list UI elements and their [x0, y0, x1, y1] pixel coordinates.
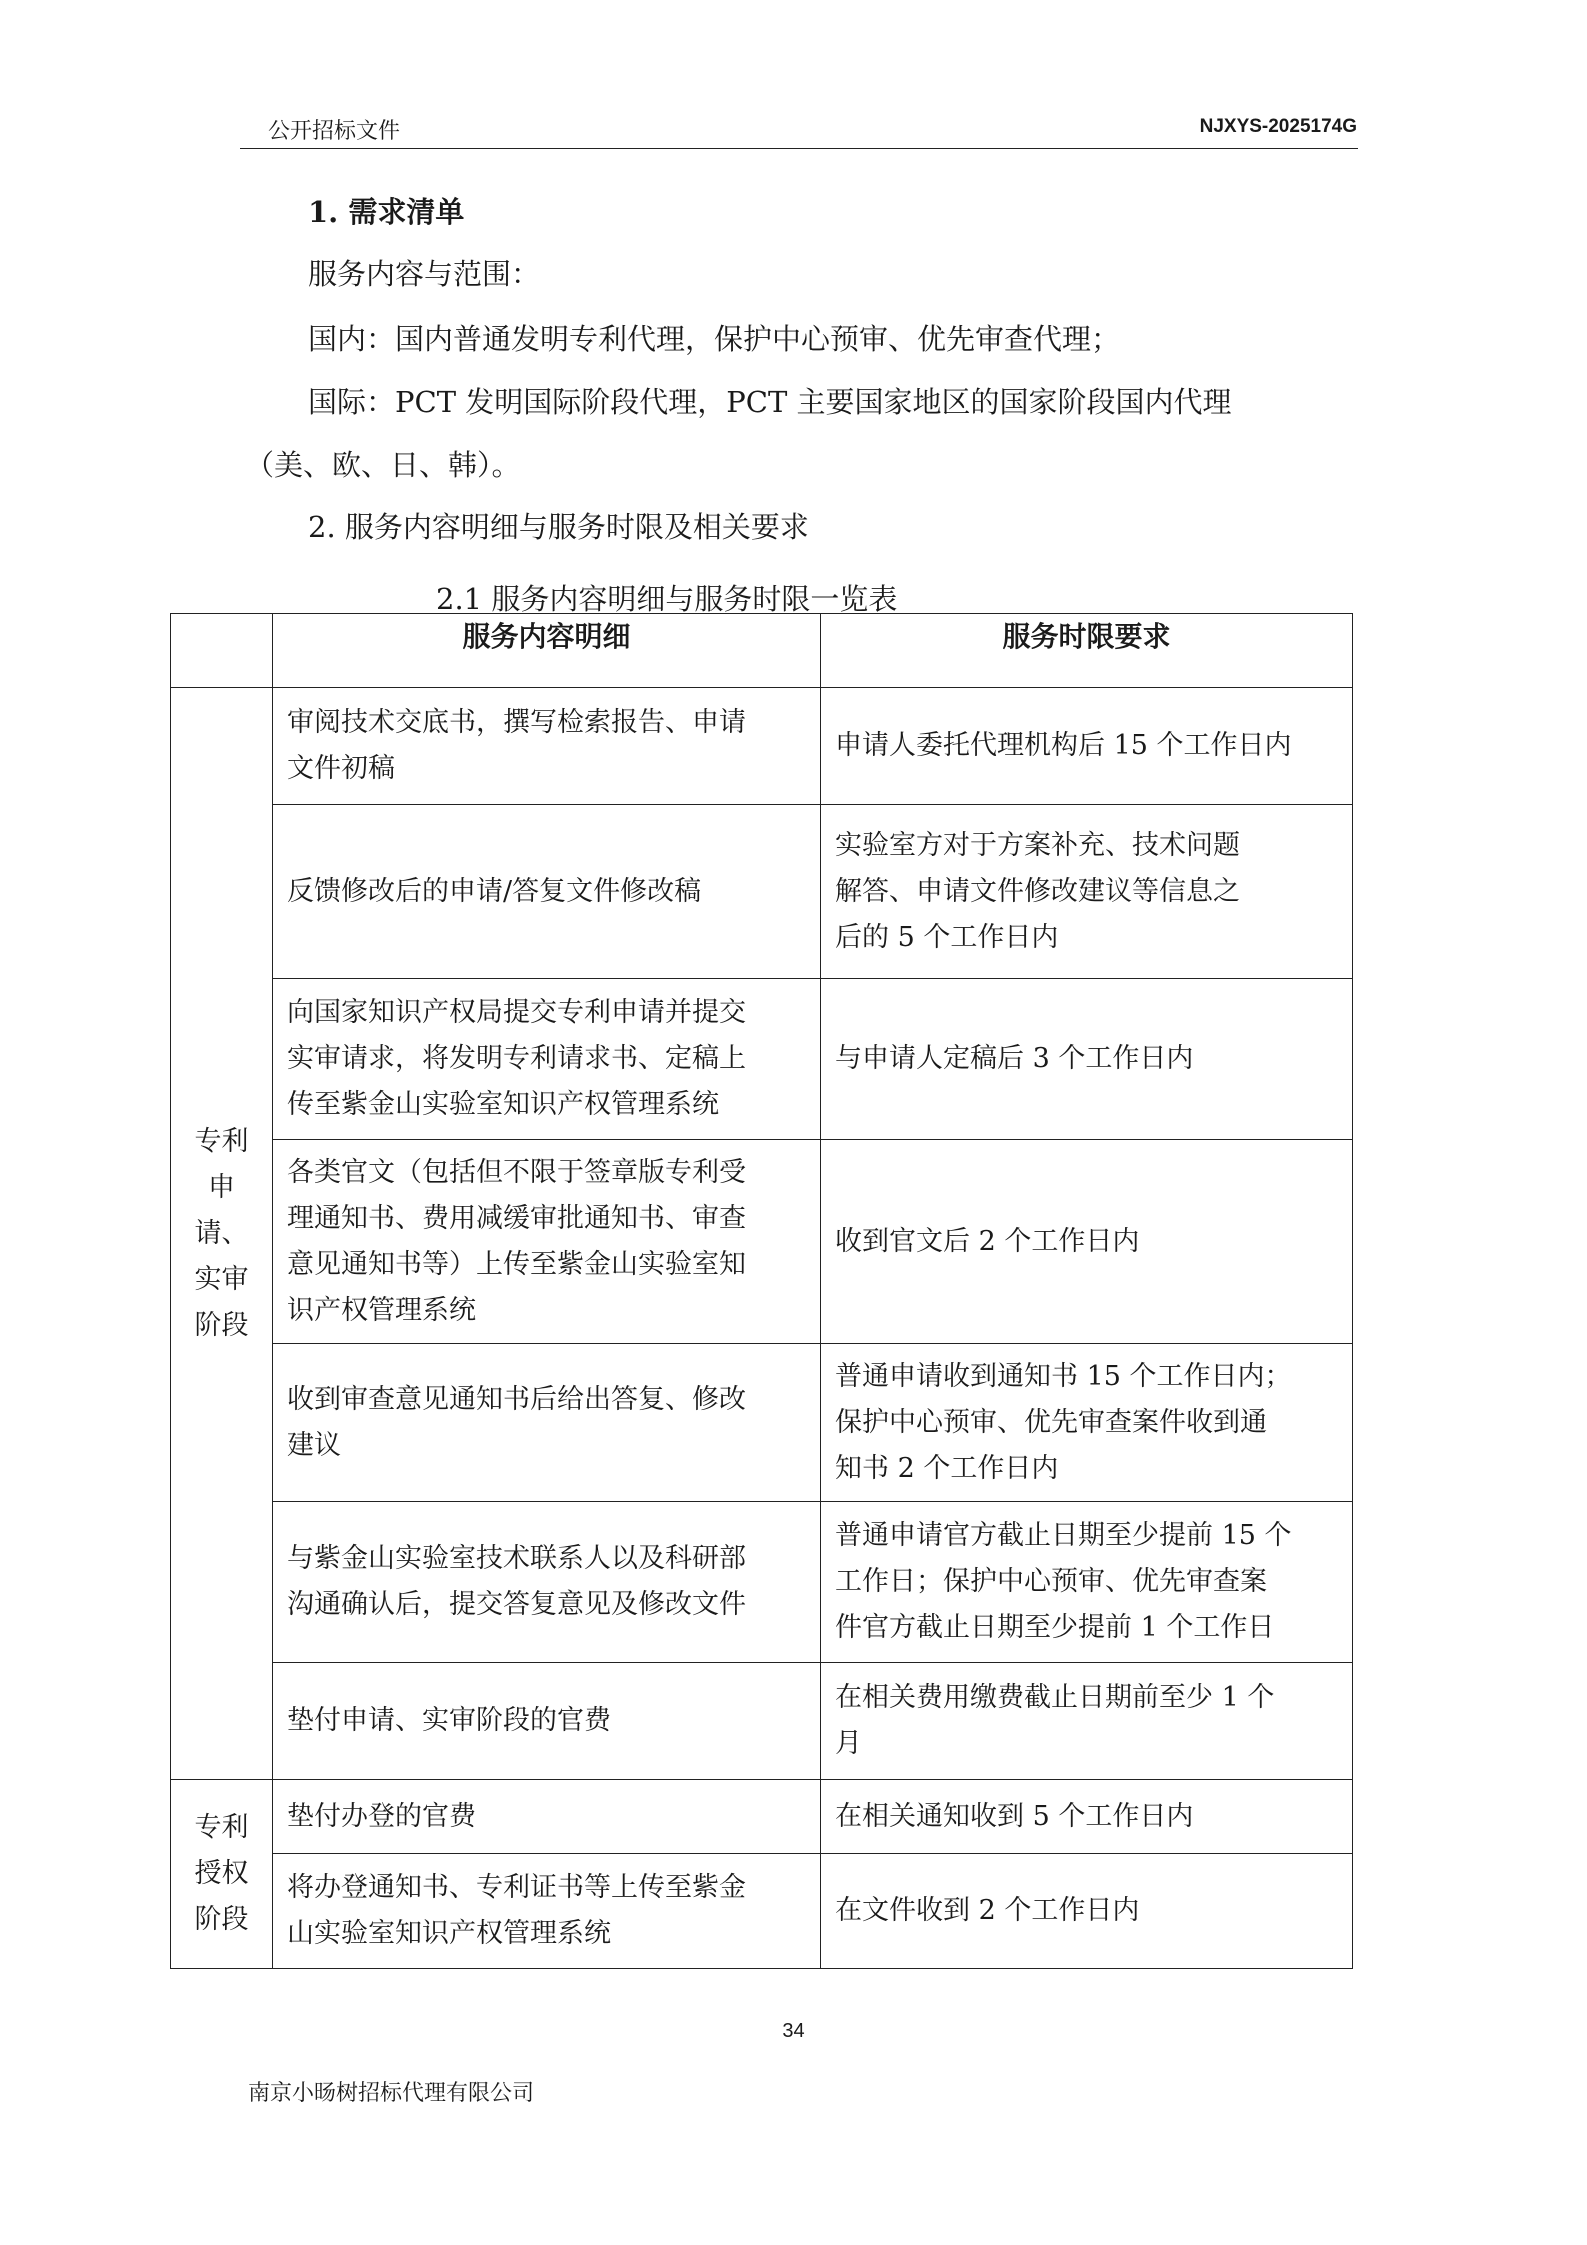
limit-cell	[821, 805, 1353, 979]
detail-line: 审阅技术交底书，撰写检索报告、申请	[287, 707, 746, 738]
limit-line: 件官方截止日期至少提前 1 个工作日	[835, 1612, 1275, 1643]
detail-cell	[273, 805, 821, 979]
detail-cell	[273, 1854, 821, 1969]
limit-cell	[821, 979, 1353, 1140]
limit-cell	[821, 1854, 1353, 1969]
header-doc-number: NJXYS-2025174G	[1199, 116, 1357, 137]
category-line: 阶段	[194, 1309, 249, 1341]
detail-line: 山实验室知识产权管理系统	[287, 1918, 611, 1949]
detail-cell	[273, 979, 821, 1140]
category-line: 阶段	[194, 1904, 249, 1935]
detail-line: 与紫金山实验室技术联系人以及科研部	[287, 1543, 746, 1574]
detail-line: 传至紫金山实验室知识产权管理系统	[287, 1089, 719, 1120]
detail-line: 沟通确认后，提交答复意见及修改文件	[287, 1589, 746, 1620]
detail-cell	[273, 1663, 821, 1780]
limit-cell	[821, 1344, 1353, 1502]
page-number: 34	[782, 2020, 805, 2042]
limit-cell	[821, 688, 1353, 805]
header-divider	[240, 148, 1358, 149]
detail-cell	[273, 688, 821, 805]
limit-line: 普通申请官方截止日期至少提前 15 个	[835, 1520, 1292, 1551]
category-line: 专利	[194, 1125, 249, 1157]
table-caption: 2.1 服务内容明细与服务时限一览表	[436, 582, 898, 616]
detail-line: 垫付办登的官费	[287, 1800, 476, 1832]
category-line: 实审	[194, 1263, 249, 1295]
detail-line: 意见通知书等）上传至紫金山实验室知	[287, 1248, 746, 1280]
limit-line: 月	[835, 1728, 862, 1759]
international-scope-line2: （美、欧、日、韩）。	[245, 448, 521, 482]
category-line: 授权	[194, 1858, 249, 1889]
table-row	[171, 1140, 1353, 1344]
category-cell-application	[171, 688, 273, 1780]
domestic-scope: 国内：国内普通发明专利代理，保护中心预审、优先审查代理；	[308, 322, 1121, 356]
limit-line: 与申请人定稿后 3 个工作日内	[835, 1043, 1194, 1074]
detail-line: 收到审查意见通知书后给出答复、修改	[287, 1383, 746, 1415]
limit-line: 解答、申请文件修改建议等信息之	[835, 875, 1240, 907]
limit-line: 后的 5 个工作日内	[835, 921, 1059, 953]
table-row	[171, 805, 1353, 979]
section-1-title: 1. 需求清单	[308, 195, 465, 229]
limit-cell	[821, 1502, 1353, 1663]
table-row	[171, 1780, 1353, 1854]
limit-line: 实验室方对于方案补充、技术问题	[835, 829, 1240, 861]
limit-line: 在相关费用缴费截止日期前至少 1 个	[835, 1682, 1275, 1713]
detail-line: 文件初稿	[287, 753, 395, 784]
detail-cell	[273, 1140, 821, 1344]
detail-line: 识产权管理系统	[287, 1294, 476, 1326]
limit-cell	[821, 1663, 1353, 1780]
detail-line: 垫付申请、实审阶段的官费	[287, 1705, 611, 1736]
detail-cell	[273, 1780, 821, 1854]
detail-line: 将办登通知书、专利证书等上传至紫金	[287, 1872, 746, 1903]
table-row	[171, 1502, 1353, 1663]
limit-line: 保护中心预审、优先审查案件收到通	[835, 1406, 1267, 1438]
category-cell-grant	[171, 1780, 273, 1969]
table-header-limit: 服务时限要求	[821, 614, 1353, 688]
limit-line: 申请人委托代理机构后 15 个工作日内	[835, 730, 1292, 761]
table-row	[171, 688, 1353, 805]
section-2-title: 2. 服务内容明细与服务时限及相关要求	[308, 510, 809, 544]
international-scope-line1: 国际：PCT 发明国际阶段代理，PCT 主要国家地区的国家阶段国内代理	[308, 385, 1232, 419]
detail-cell	[273, 1502, 821, 1663]
detail-line: 反馈修改后的申请/答复文件修改稿	[287, 875, 702, 907]
table-row	[171, 1344, 1353, 1502]
limit-cell	[821, 1780, 1353, 1854]
detail-line: 向国家知识产权局提交专利申请并提交	[287, 997, 746, 1028]
table-header-category	[171, 614, 273, 688]
limit-cell	[821, 1140, 1353, 1344]
limit-line: 收到官文后 2 个工作日内	[835, 1225, 1140, 1257]
limit-line: 普通申请收到通知书 15 个工作日内；	[835, 1360, 1292, 1392]
detail-line: 各类官文（包括但不限于签章版专利受	[287, 1156, 746, 1188]
category-line: 专利	[194, 1812, 249, 1843]
table-row	[171, 979, 1353, 1140]
service-detail-table	[170, 613, 1353, 1969]
table-row	[171, 1663, 1353, 1780]
category-line: 申	[208, 1171, 235, 1203]
service-scope-intro: 服务内容与范围：	[308, 257, 541, 291]
limit-line: 在相关通知收到 5 个工作日内	[835, 1800, 1194, 1832]
table-header-detail: 服务内容明细	[273, 614, 821, 688]
limit-line: 知书 2 个工作日内	[835, 1452, 1059, 1484]
detail-line: 理通知书、费用减缓审批通知书、审查	[287, 1202, 746, 1234]
limit-line: 在文件收到 2 个工作日内	[835, 1895, 1140, 1926]
limit-line: 工作日；保护中心预审、优先审查案	[835, 1566, 1267, 1597]
detail-line: 建议	[287, 1429, 341, 1461]
footer-company: 南京小旸树招标代理有限公司	[248, 2081, 535, 2106]
detail-cell	[273, 1344, 821, 1502]
detail-line: 实审请求，将发明专利请求书、定稿上	[287, 1043, 746, 1074]
header-doc-type: 公开招标文件	[268, 119, 401, 144]
category-line: 请、	[194, 1217, 249, 1249]
table-row	[171, 1854, 1353, 1969]
